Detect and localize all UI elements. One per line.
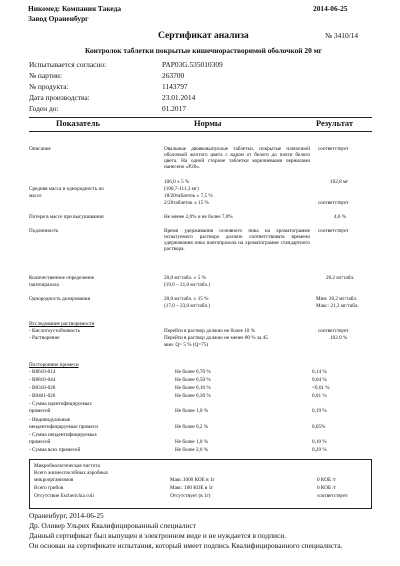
micro-ecoli-norm: Отсутствует (в 1г) <box>170 493 211 499</box>
microbiology-box <box>29 459 372 509</box>
micro-aerobic-name-2: микроорганизмов <box>34 477 74 483</box>
row-uniformity-norm-2: (17,0 – 23,0 мг/табл.) <box>164 303 210 309</box>
row-assay-result: 20.2 мг/табл. <box>326 275 355 281</box>
row-dissolution-sub-1: - Кислотоустойчивость <box>29 328 81 334</box>
impurity-1-result: 0,14 % <box>312 369 327 375</box>
row-uniformity-name: Однородность дозирования <box>29 296 90 302</box>
ident-sum-norm: Не более 1,0 % <box>175 408 209 414</box>
impurity-4-name: - B8401-026 <box>29 393 56 399</box>
meta-label-expiry: Годен до: <box>29 104 59 113</box>
impurity-1-name: - B8610-014 <box>29 369 56 375</box>
total-impurities-norm: Не более 2,0 % <box>175 447 209 453</box>
row-assay-name-1-text: Количественное определение <box>29 275 95 281</box>
row-dissolution-norm-2a: Перейти в раствор должно не менее 80 % за 45 <box>164 335 268 341</box>
row-uniformity-result-1: Мин: 20,2 мг/табл. <box>316 296 358 302</box>
micro-fungi-norm: Макс. 100 КОЕ в 1г <box>170 485 214 491</box>
impurity-2-result: 0,04 % <box>312 377 327 383</box>
row-dissolution-norm-2b: мин. Q= 5 % (Q=75) <box>164 342 209 348</box>
micro-ecoli-result: соответствует <box>317 493 348 499</box>
impurity-4-result: 0,01 % <box>312 393 327 399</box>
row-identification-name: Подлинность <box>29 228 59 234</box>
meta-label-batch: № партии: <box>29 71 62 80</box>
product-subtitle: Контролок таблетки покрытые кишечнорастворимой оболочкой 20 мг <box>85 46 323 55</box>
footer-note-2: Он основан на сертификате испытания, который имеет подпись Квалифицированного специалиста. <box>29 541 343 550</box>
impurity-3-result: <0,01 % <box>312 385 330 391</box>
micro-aerobic-name-1: Всего жизнеспособных аэробных <box>34 470 109 476</box>
indiv-norm: Не более 0,2 % <box>175 424 209 430</box>
row-uniformity-result-2: Макс: 21,3 мг/табл. <box>316 303 359 309</box>
row-identification-result: соответствует <box>318 228 349 234</box>
row-drying-name: Потеря в массе при высушивании <box>29 214 104 220</box>
micro-aerobic-norm: Макс.1000 КОЕ в 1г <box>170 477 215 483</box>
impurities-title: Посторонние примеси <box>29 362 79 368</box>
row-dissolution-norm-1: Перейти в раствор должно не более 10 % <box>164 328 256 334</box>
meta-value-production-date: 23.01.2014 <box>162 93 196 102</box>
customer-name: Никомед: Компания Такеда <box>28 4 122 13</box>
footer-place-date: Ораненбург, 2014-06-25 <box>29 511 104 520</box>
total-impurities-name: - Сумма всех примесей <box>29 447 81 453</box>
row-description-norm: Овальные двояковыпуклые таблетки, покрытые пленочной оболочкой желтого цвета с ядром от белого до почти белого цвета. На одной стороне таблетки коричневыми чернилами нанесено «P20». <box>164 146 310 170</box>
footer-signer: Др. Оливер Ульрих Квалифицированный специалист <box>29 521 196 530</box>
indiv-name-2: неидентифицируемые примеси <box>29 424 98 430</box>
meta-label-spec: Испытывается согласно: <box>29 60 107 69</box>
row-mass-result-2: соответствует <box>318 200 349 206</box>
impurity-2-norm: Не более 0,50 % <box>175 377 211 383</box>
plant-name: Завод Ораненбург <box>28 14 89 23</box>
row-assay-name-1 <box>29 275 147 281</box>
row-mass-norm-1: 106,0 ± 5 % <box>164 179 190 185</box>
meta-label-production-date: Дата производства: <box>29 93 90 102</box>
row-mass-norm-4: 2/20таблеток ± 15 % <box>164 200 209 206</box>
row-description-name: Описание <box>29 146 51 152</box>
row-drying-result: 4,6 % <box>334 214 347 220</box>
column-header-result: Результат <box>316 119 353 128</box>
meta-value-expiry: 01.2017 <box>162 104 187 113</box>
meta-value-spec: PAP03G.535010309 <box>162 60 223 69</box>
row-mass-norm-3: 18/20таблеток ± 7,5 % <box>164 193 213 199</box>
certificate-title: Сертификат анализа <box>158 30 249 41</box>
unident-sum-name-1: - Сумма неидентифицируемых <box>29 432 98 438</box>
ident-sum-name-2: примесей <box>29 408 51 414</box>
unident-sum-norm: Не более 1,0 % <box>175 439 209 445</box>
impurity-2-name: - B8810-044 <box>29 377 56 383</box>
row-assay-name-2: пантопразола <box>29 282 59 288</box>
header-date: 2014-06-25 <box>313 4 348 13</box>
row-description-result: соответствует <box>318 146 349 152</box>
micro-aerobic-result: 0 КОЕ /г <box>317 477 337 483</box>
certificate-number: № 3410/14 <box>325 31 359 40</box>
row-mass-name-1: Средняя масса и однородность по <box>29 186 104 192</box>
row-mass-name-2: массе <box>29 193 42 199</box>
impurity-3-norm: Не более 0,10 % <box>175 385 211 391</box>
impurity-3-name: - B8310-028 <box>29 385 56 391</box>
impurity-1-norm: Не более 0,70 % <box>175 369 211 375</box>
meta-value-batch: 263700 <box>162 71 185 80</box>
indiv-name-1: - Индивидуальные <box>29 417 71 423</box>
row-assay-norm-1: 20,0 мг/табл. ± 5 % <box>164 275 206 281</box>
total-impurities-result: 0,29 % <box>312 447 327 453</box>
footer-note-1: Данный сертификат был выпущен в электронном виде и не нуждается в подписи. <box>29 531 287 540</box>
row-assay-norm-2: (19,0 – 21,0 мг/табл.) <box>164 282 210 288</box>
row-uniformity-norm-1: 20,0 мг/табл. ± 15 % <box>164 296 209 302</box>
header-rule-top <box>29 117 372 118</box>
column-header-indicator: Показатель <box>56 119 100 128</box>
row-dissolution-result-2: 102.0 % <box>330 335 348 341</box>
row-drying-norm: Не менее 2,0% и не более 7,0% <box>164 214 233 220</box>
impurity-4-norm: Не более 0,30 % <box>175 393 211 399</box>
micro-ecoli-name: Отсутствие Escherichia coli <box>34 493 94 499</box>
meta-value-product: 1143797 <box>162 82 188 91</box>
micro-fungi-name: Всего грибов <box>34 485 64 491</box>
unident-sum-result: 0,10 % <box>312 439 327 445</box>
header-rule-bottom <box>29 131 372 132</box>
row-mass-result-1: 102,8 мг <box>330 179 349 185</box>
ident-sum-result: 0,19 % <box>312 408 327 414</box>
unident-sum-name-2: примесей <box>29 439 51 445</box>
row-mass-norm-2: (100,7-111,3 мг) <box>164 186 199 192</box>
column-header-norms: Нормы <box>194 119 222 128</box>
micro-fungi-result: 0 КОЕ /г <box>317 485 337 491</box>
row-dissolution-name: Исследование растворимости <box>29 321 95 327</box>
meta-label-product: № продукта: <box>29 82 69 91</box>
row-dissolution-result-1: соответствует <box>318 328 349 334</box>
micro-title: Микробиологическая чистота <box>34 463 100 469</box>
ident-sum-name-1: - Сумма идентифицируемых <box>29 401 92 407</box>
indiv-result: 0,05% <box>312 424 326 430</box>
row-identification-norm: Время удерживания основного пика на хроматограмме испытуемого раствора должно соответствовать времени удерживания пика пантопразола на хроматограмме стандартного раствора. <box>164 228 310 252</box>
row-dissolution-sub-2: - Растворение <box>29 335 60 341</box>
